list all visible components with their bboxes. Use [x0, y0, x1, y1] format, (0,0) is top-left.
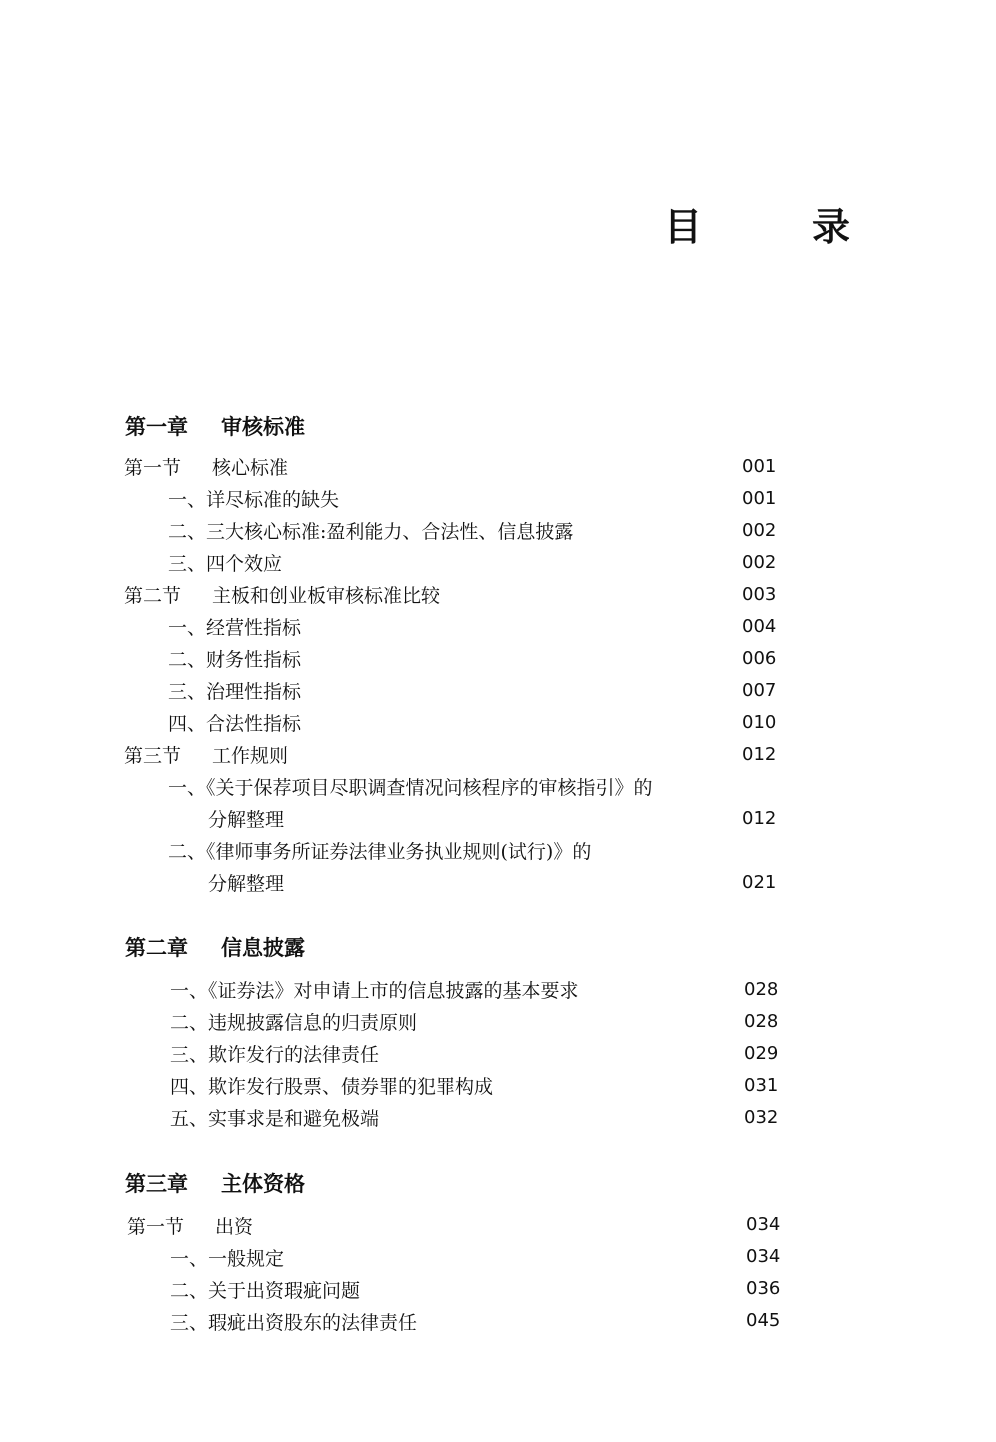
toc-item-continuation[interactable]: 分解整理	[208, 809, 285, 831]
page-number: 034	[746, 1246, 781, 1267]
toc-item[interactable]: 二、三大核心标准:盈利能力、合法性、信息披露	[168, 521, 574, 543]
section-number: 第三节	[124, 745, 182, 767]
toc-item[interactable]: 三、四个效应	[168, 553, 283, 575]
page-number: 007	[742, 680, 777, 701]
page-number: 036	[746, 1278, 781, 1299]
page-number: 002	[742, 520, 777, 541]
toc-item[interactable]: 一、详尽标准的缺失	[168, 489, 340, 511]
toc-item[interactable]: 四、合法性指标	[168, 713, 302, 735]
page-number: 004	[742, 616, 777, 637]
toc-section[interactable]	[124, 741, 288, 771]
toc-item[interactable]: 二、财务性指标	[168, 649, 302, 671]
page-number: 001	[742, 456, 777, 477]
page-number: 028	[744, 1011, 779, 1032]
chapter-title: 审核标准	[221, 414, 305, 439]
section-title: 核心标准	[212, 457, 289, 479]
section-number: 第一节	[124, 457, 182, 479]
page-number: 034	[746, 1214, 781, 1235]
chapter-heading	[125, 411, 305, 441]
section-title: 出资	[215, 1216, 254, 1238]
chapter-title: 主体资格	[221, 1171, 305, 1196]
page-number: 012	[742, 808, 777, 829]
toc-item[interactable]: 四、欺诈发行股票、债券罪的犯罪构成	[170, 1076, 494, 1098]
section-number: 第一节	[127, 1216, 185, 1238]
page-number: 045	[746, 1310, 781, 1331]
page-number: 012	[742, 744, 777, 765]
page-number: 028	[744, 979, 779, 1000]
toc-item[interactable]: 三、欺诈发行的法律责任	[170, 1044, 380, 1066]
toc-item[interactable]: 五、实事求是和避免极端	[170, 1108, 380, 1130]
toc-item[interactable]: 三、瑕疵出资股东的法律责任	[170, 1312, 418, 1334]
toc-section[interactable]	[124, 453, 288, 483]
chapter-number: 第二章	[125, 935, 188, 960]
section-title: 主板和创业板审核标准比较	[212, 585, 441, 607]
toc-item[interactable]: 一、经营性指标	[168, 617, 302, 639]
section-number: 第二节	[124, 585, 182, 607]
page-number: 010	[742, 712, 777, 733]
toc-item[interactable]: 二、违规披露信息的归责原则	[170, 1012, 418, 1034]
chapter-heading	[125, 1168, 305, 1198]
toc-item[interactable]: 一、《证券法》对申请上市的信息披露的基本要求	[170, 980, 579, 1002]
toc-item[interactable]: 二、关于出资瑕疵问题	[170, 1280, 361, 1302]
chapter-title: 信息披露	[221, 935, 305, 960]
page-number: 021	[742, 872, 777, 893]
chapter-number: 第三章	[125, 1171, 188, 1196]
toc-section[interactable]	[124, 581, 440, 611]
page-number: 001	[742, 488, 777, 509]
toc-item-continuation[interactable]: 分解整理	[208, 873, 285, 895]
page-number: 003	[742, 584, 777, 605]
toc-item[interactable]: 三、治理性指标	[168, 681, 302, 703]
chapter-heading	[125, 932, 305, 962]
page-number: 029	[744, 1043, 779, 1064]
page-number: 031	[744, 1075, 779, 1096]
toc-section[interactable]	[127, 1212, 253, 1242]
chapter-number: 第一章	[125, 414, 188, 439]
page-number: 032	[744, 1107, 779, 1128]
toc-item[interactable]: 一、一般规定	[170, 1248, 285, 1270]
toc-item[interactable]: 一、《关于保荐项目尽职调查情况问核程序的审核指引》的	[168, 777, 653, 799]
page-title: 目 录	[664, 204, 887, 249]
section-title: 工作规则	[212, 745, 289, 767]
page-number: 002	[742, 552, 777, 573]
toc-item[interactable]: 二、《律师事务所证券法律业务执业规则(试行)》的	[168, 841, 592, 863]
page-number: 006	[742, 648, 777, 669]
